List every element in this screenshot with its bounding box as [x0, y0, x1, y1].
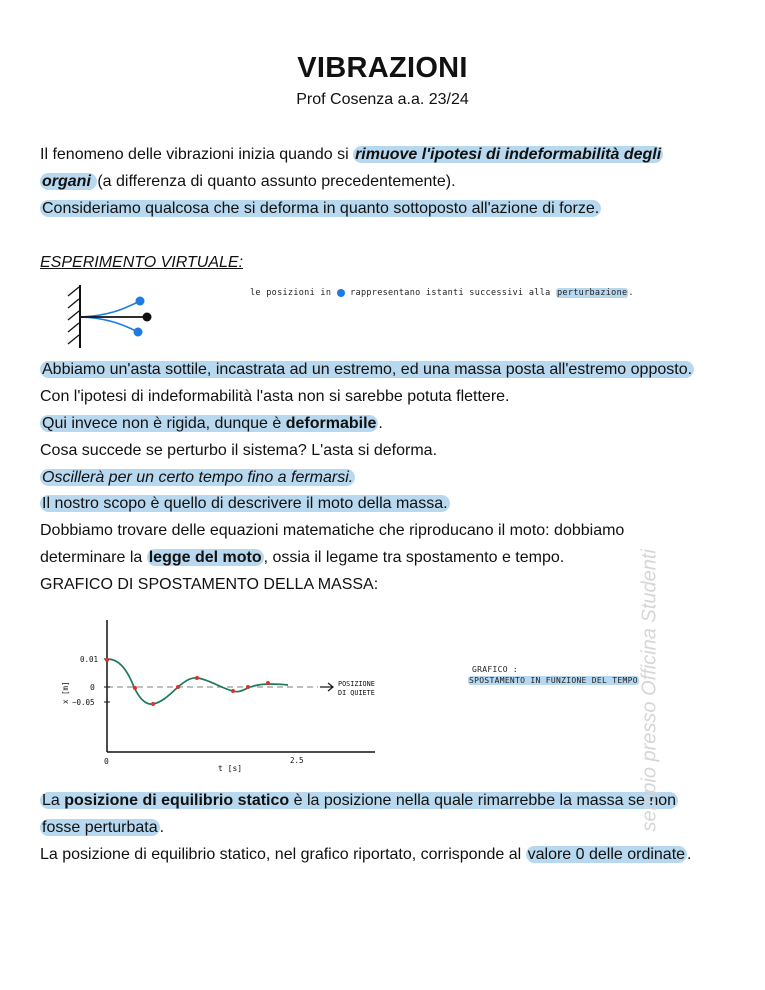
graph-caption	[468, 676, 639, 685]
conclusion-line-1	[40, 791, 678, 811]
highlight-deformable	[40, 415, 378, 432]
rod-deflected-down	[80, 317, 138, 332]
body-line-2: Con l'ipotesi di indeformabilità l'asta non si sarebbe potuta flettere.	[40, 388, 510, 405]
highlight-goal: Il nostro scopo è quello di descrivere il moto della massa.	[42, 495, 448, 512]
rod-deflected-up	[80, 301, 140, 317]
note-text: .	[628, 288, 634, 298]
x-tick-label-end: 2.5	[290, 756, 304, 765]
highlight-zero-ordinate: valore 0 delle ordinate	[527, 846, 686, 863]
highlight-key-concept: rimuove l'ipotesi di indeformabilità degli	[355, 146, 662, 163]
displacement-graph	[60, 612, 400, 777]
intro-line-2	[40, 172, 456, 192]
wall-hatching	[68, 287, 79, 344]
text: La	[42, 792, 65, 809]
note-text: rappresentano istanti successivi alla	[350, 288, 551, 298]
cantilever-sketch	[62, 282, 162, 352]
conclusion-line-2	[40, 818, 164, 838]
curve-point	[246, 685, 250, 689]
experiment-note	[250, 288, 634, 298]
highlight-not-perturbed: fosse perturbata	[42, 819, 158, 836]
highlight-oscillation: Oscillerà per un certo tempo fino a fermarsi.	[42, 469, 354, 486]
curve-point	[151, 702, 155, 706]
text: La posizione di equilibrio statico, nel grafico riportato, corrisponde al	[40, 846, 526, 863]
experiment-heading: ESPERIMENTO VIRTUALE:	[40, 254, 244, 271]
curve-point	[266, 681, 270, 685]
blue-dot-icon	[337, 289, 345, 297]
body-line-5	[40, 468, 355, 488]
curve-point	[176, 685, 180, 689]
text: è la posizione nella quale rimarrebbe la massa se non	[289, 792, 677, 809]
highlight-law-of-motion: legge del moto	[148, 549, 262, 566]
rest-label-line2: DI QUIETE	[338, 689, 375, 697]
highlight-rod: Abbiamo un'asta sottile, incastrata ad un estremo, ed una massa posta all'estremo opposto.	[42, 361, 693, 378]
mass-rest	[143, 313, 152, 322]
y-axis-label: x [m]	[61, 681, 70, 704]
displacement-curve	[107, 659, 288, 704]
note-highlight: perturbazione	[556, 288, 628, 298]
mass-up	[136, 297, 145, 306]
graph-caption-title: GRAFICO :	[472, 665, 519, 674]
curve-point	[133, 686, 137, 690]
x-tick-label-zero: 0	[104, 757, 109, 766]
text: , ossia il legame tra spostamento e tempo.	[263, 549, 565, 566]
body-line-1	[40, 360, 694, 380]
mass-down	[134, 328, 143, 337]
y-tick-label-bottom: −0.05	[72, 698, 95, 707]
page-subtitle: Prof Cosenza a.a. 23/24	[296, 91, 469, 108]
page-title: VIBRAZIONI	[297, 52, 468, 84]
x-axis-label: t [s]	[218, 764, 243, 773]
intro-text: (a differenza di quanto assunto precedentemente).	[97, 173, 456, 190]
graph-caption-highlight: SPOSTAMENTO IN FUNZIONE DEL TEMPO	[469, 676, 638, 685]
highlight-equilibrium	[40, 792, 678, 809]
highlight-organi: organi	[42, 173, 96, 190]
body-line-8	[40, 548, 564, 568]
note-text: le posizioni in	[250, 288, 332, 298]
curve-point	[231, 689, 235, 693]
highlight-consider: Consideriamo qualcosa che si deforma in quanto sottoposto all'azione di forze.	[42, 200, 600, 217]
watermark: sempio presso Officina Studenti	[638, 549, 661, 832]
intro-line-1	[40, 145, 663, 165]
body-line-6	[40, 494, 450, 514]
body-line-7: Dobbiamo trovare delle equazioni matematiche che riproducano il moto: dobbiamo	[40, 522, 625, 539]
body-line-3	[40, 414, 383, 434]
text: .	[687, 846, 692, 863]
text: .	[159, 819, 165, 836]
curve-point	[195, 676, 199, 680]
y-tick-label-top: 0.01	[80, 655, 99, 664]
conclusion-line-3	[40, 845, 692, 865]
curve-points	[105, 658, 270, 706]
body-line-4: Cosa succede se perturbo il sistema? L'asta si deforma.	[40, 442, 438, 459]
intro-text: Il fenomeno delle vibrazioni inizia quando si	[40, 146, 354, 163]
text: Qui invece non è rigida, dunque è	[42, 415, 286, 432]
text: .	[378, 415, 383, 432]
bold-text: posizione di equilibrio statico	[64, 792, 290, 809]
text: determinare la	[40, 549, 147, 566]
bold-text: deformabile	[285, 415, 377, 432]
intro-line-3	[40, 199, 601, 219]
body-line-9: GRAFICO DI SPOSTAMENTO DELLA MASSA:	[40, 576, 379, 593]
rest-label-line1: POSIZIONE	[338, 680, 375, 688]
curve-point	[105, 658, 109, 662]
y-tick-label-zero: 0	[90, 683, 95, 692]
